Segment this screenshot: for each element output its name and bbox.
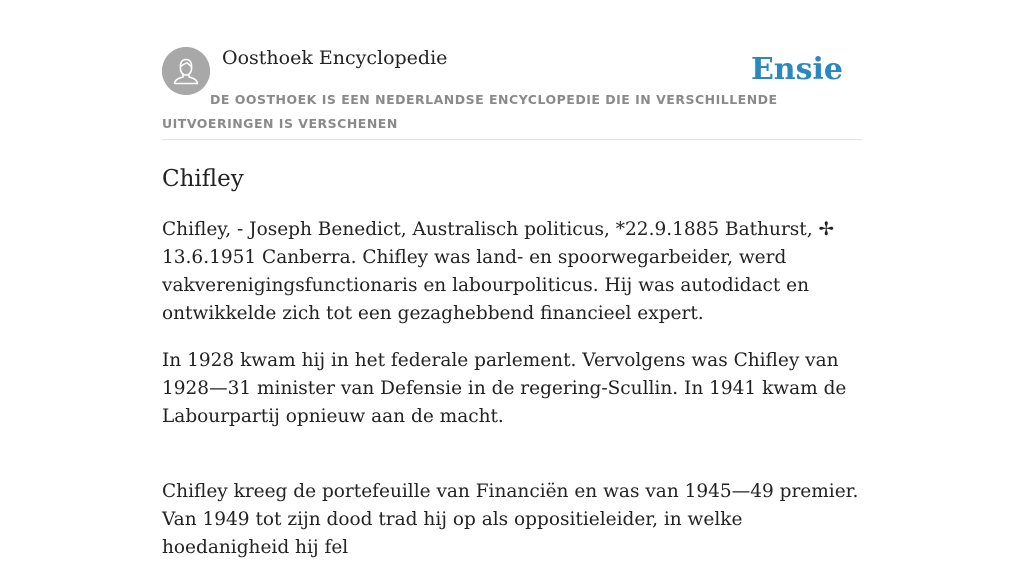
article-body — [162, 216, 862, 581]
source-name[interactable]: Oosthoek Encyclopedie — [222, 47, 448, 69]
source-tagline: DE OOSTHOEK IS EEN NEDERLANDSE ENCYCLOPEDIE DIE IN VERSCHILLENDE UITVOERINGEN IS VERSCHENEN — [162, 92, 778, 131]
ensie-logo-link[interactable]: Ensie — [750, 52, 843, 87]
source-header — [162, 46, 862, 140]
article-title: Chifley — [162, 166, 244, 192]
article-paragraph: In 1928 kwam hij in het federale parlement. Vervolgens was Chifley van 1928—31 minister van Defensie in de regering-Scullin. In 1941 kwam de Labourpartij opnieuw aan de macht. — [162, 350, 847, 427]
article-paragraph: Chifley kreeg de portefeuille van Financiën en was van 1945—49 premier. Van 1949 tot zijn dood trad hij op als oppositieleider, in welke hoedanigheid hij fel — [162, 481, 859, 558]
article-paragraph: Chifley, - Joseph Benedict, Australisch politicus, *22.9.1885 Bathurst, ✢ 13.6.1951 Canberra. Chifley was land- en spoorwegarbeider, werd vakverenigingsfunctionaris en labourpoliticus. Hij was autodidact en ontwikkelde zich tot een gezaghebbend financieel expert. — [162, 219, 834, 324]
paragraph-spacer — [162, 450, 862, 478]
